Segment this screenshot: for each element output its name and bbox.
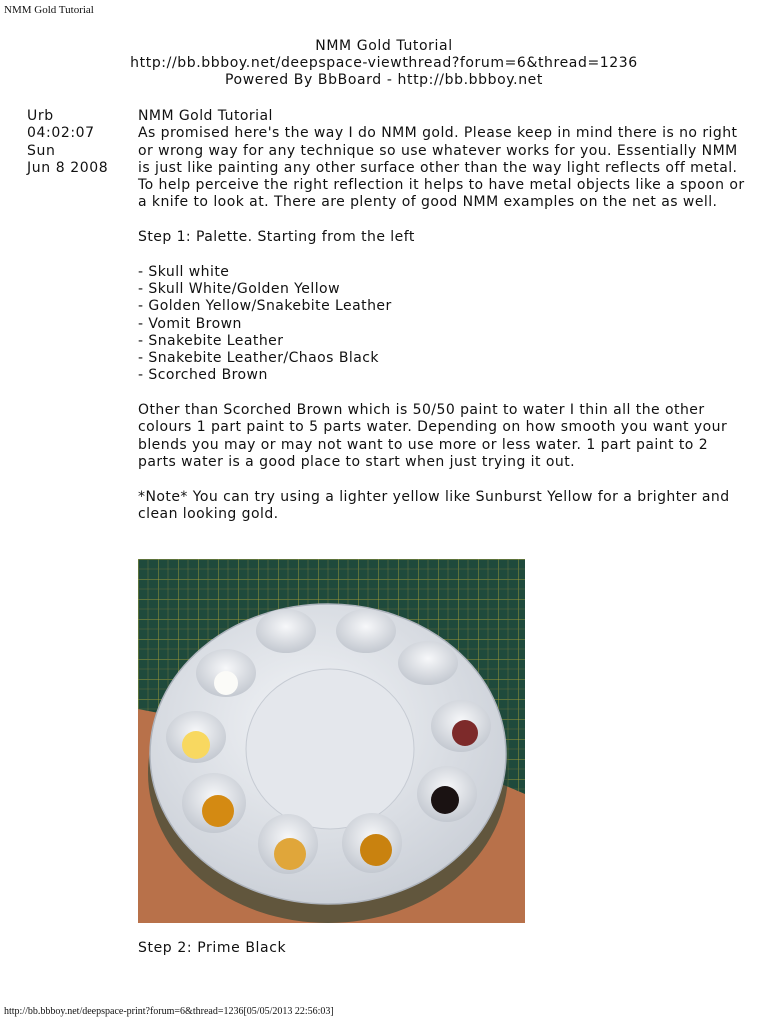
- thinning-paragraph: Other than Scorched Brown which is 50/50 paint to water I thin all the other colours 1 part paint to 5 parts water. Depending on how smooth you want your blends you may or may not want to use more or less water. 1 part paint to 2 parts water is a good place to start when just trying it out.: [138, 402, 728, 470]
- post-meta: [27, 108, 108, 177]
- powered-by: Powered By BbBoard - http://bb.bbboy.net: [225, 72, 543, 88]
- list-item: - Golden Yellow/Snakebite Leather: [138, 298, 392, 315]
- note-paragraph: *Note* You can try using a lighter yellow like Sunburst Yellow for a brighter and clean looking gold.: [138, 488, 730, 522]
- list-item: - Skull white: [138, 263, 230, 280]
- thread-url[interactable]: http://bb.bbboy.net/deepspace-viewthread?forum=6&thread=1236: [130, 55, 638, 71]
- list-item: - Snakebite Leather: [138, 332, 284, 349]
- step-2-heading: Step 2: Prime Black: [138, 940, 287, 956]
- post-body: [138, 108, 748, 523]
- post-author: Urb: [27, 108, 54, 124]
- thread-title: NMM Gold Tutorial: [315, 38, 453, 54]
- list-item: - Vomit Brown: [138, 315, 242, 332]
- list-item: - Skull White/Golden Yellow: [138, 280, 340, 297]
- post-time: 04:02:07: [27, 125, 95, 142]
- list-item: - Scorched Brown: [138, 367, 268, 384]
- post-title: NMM Gold Tutorial: [138, 108, 273, 124]
- post-date: Jun 8 2008: [27, 159, 109, 176]
- print-footer-url: http://bb.bbboy.net/deepspace-print?forum=6&thread=1236[05/05/2013 22:56:03]: [4, 1006, 334, 1017]
- step-1-heading: Step 1: Palette. Starting from the left: [138, 229, 415, 246]
- palette-list: [138, 264, 748, 385]
- post-day: Sun: [27, 142, 56, 159]
- palette-photo: [138, 559, 525, 923]
- list-item: - Snakebite Leather/Chaos Black: [138, 350, 379, 367]
- print-page-title: NMM Gold Tutorial: [4, 4, 94, 16]
- thread-header: [0, 38, 768, 89]
- post-intro: As promised here's the way I do NMM gold. Please keep in mind there is no right or wrong way for any technique so use whatever works for you. Essentially NMM is just like painting any other surface other than the way light reflects off metal. To help perceive the right reflection it helps to have metal objects like a spoon or a knife to look at. There are plenty of good NMM examples on the net as well.: [138, 125, 745, 211]
